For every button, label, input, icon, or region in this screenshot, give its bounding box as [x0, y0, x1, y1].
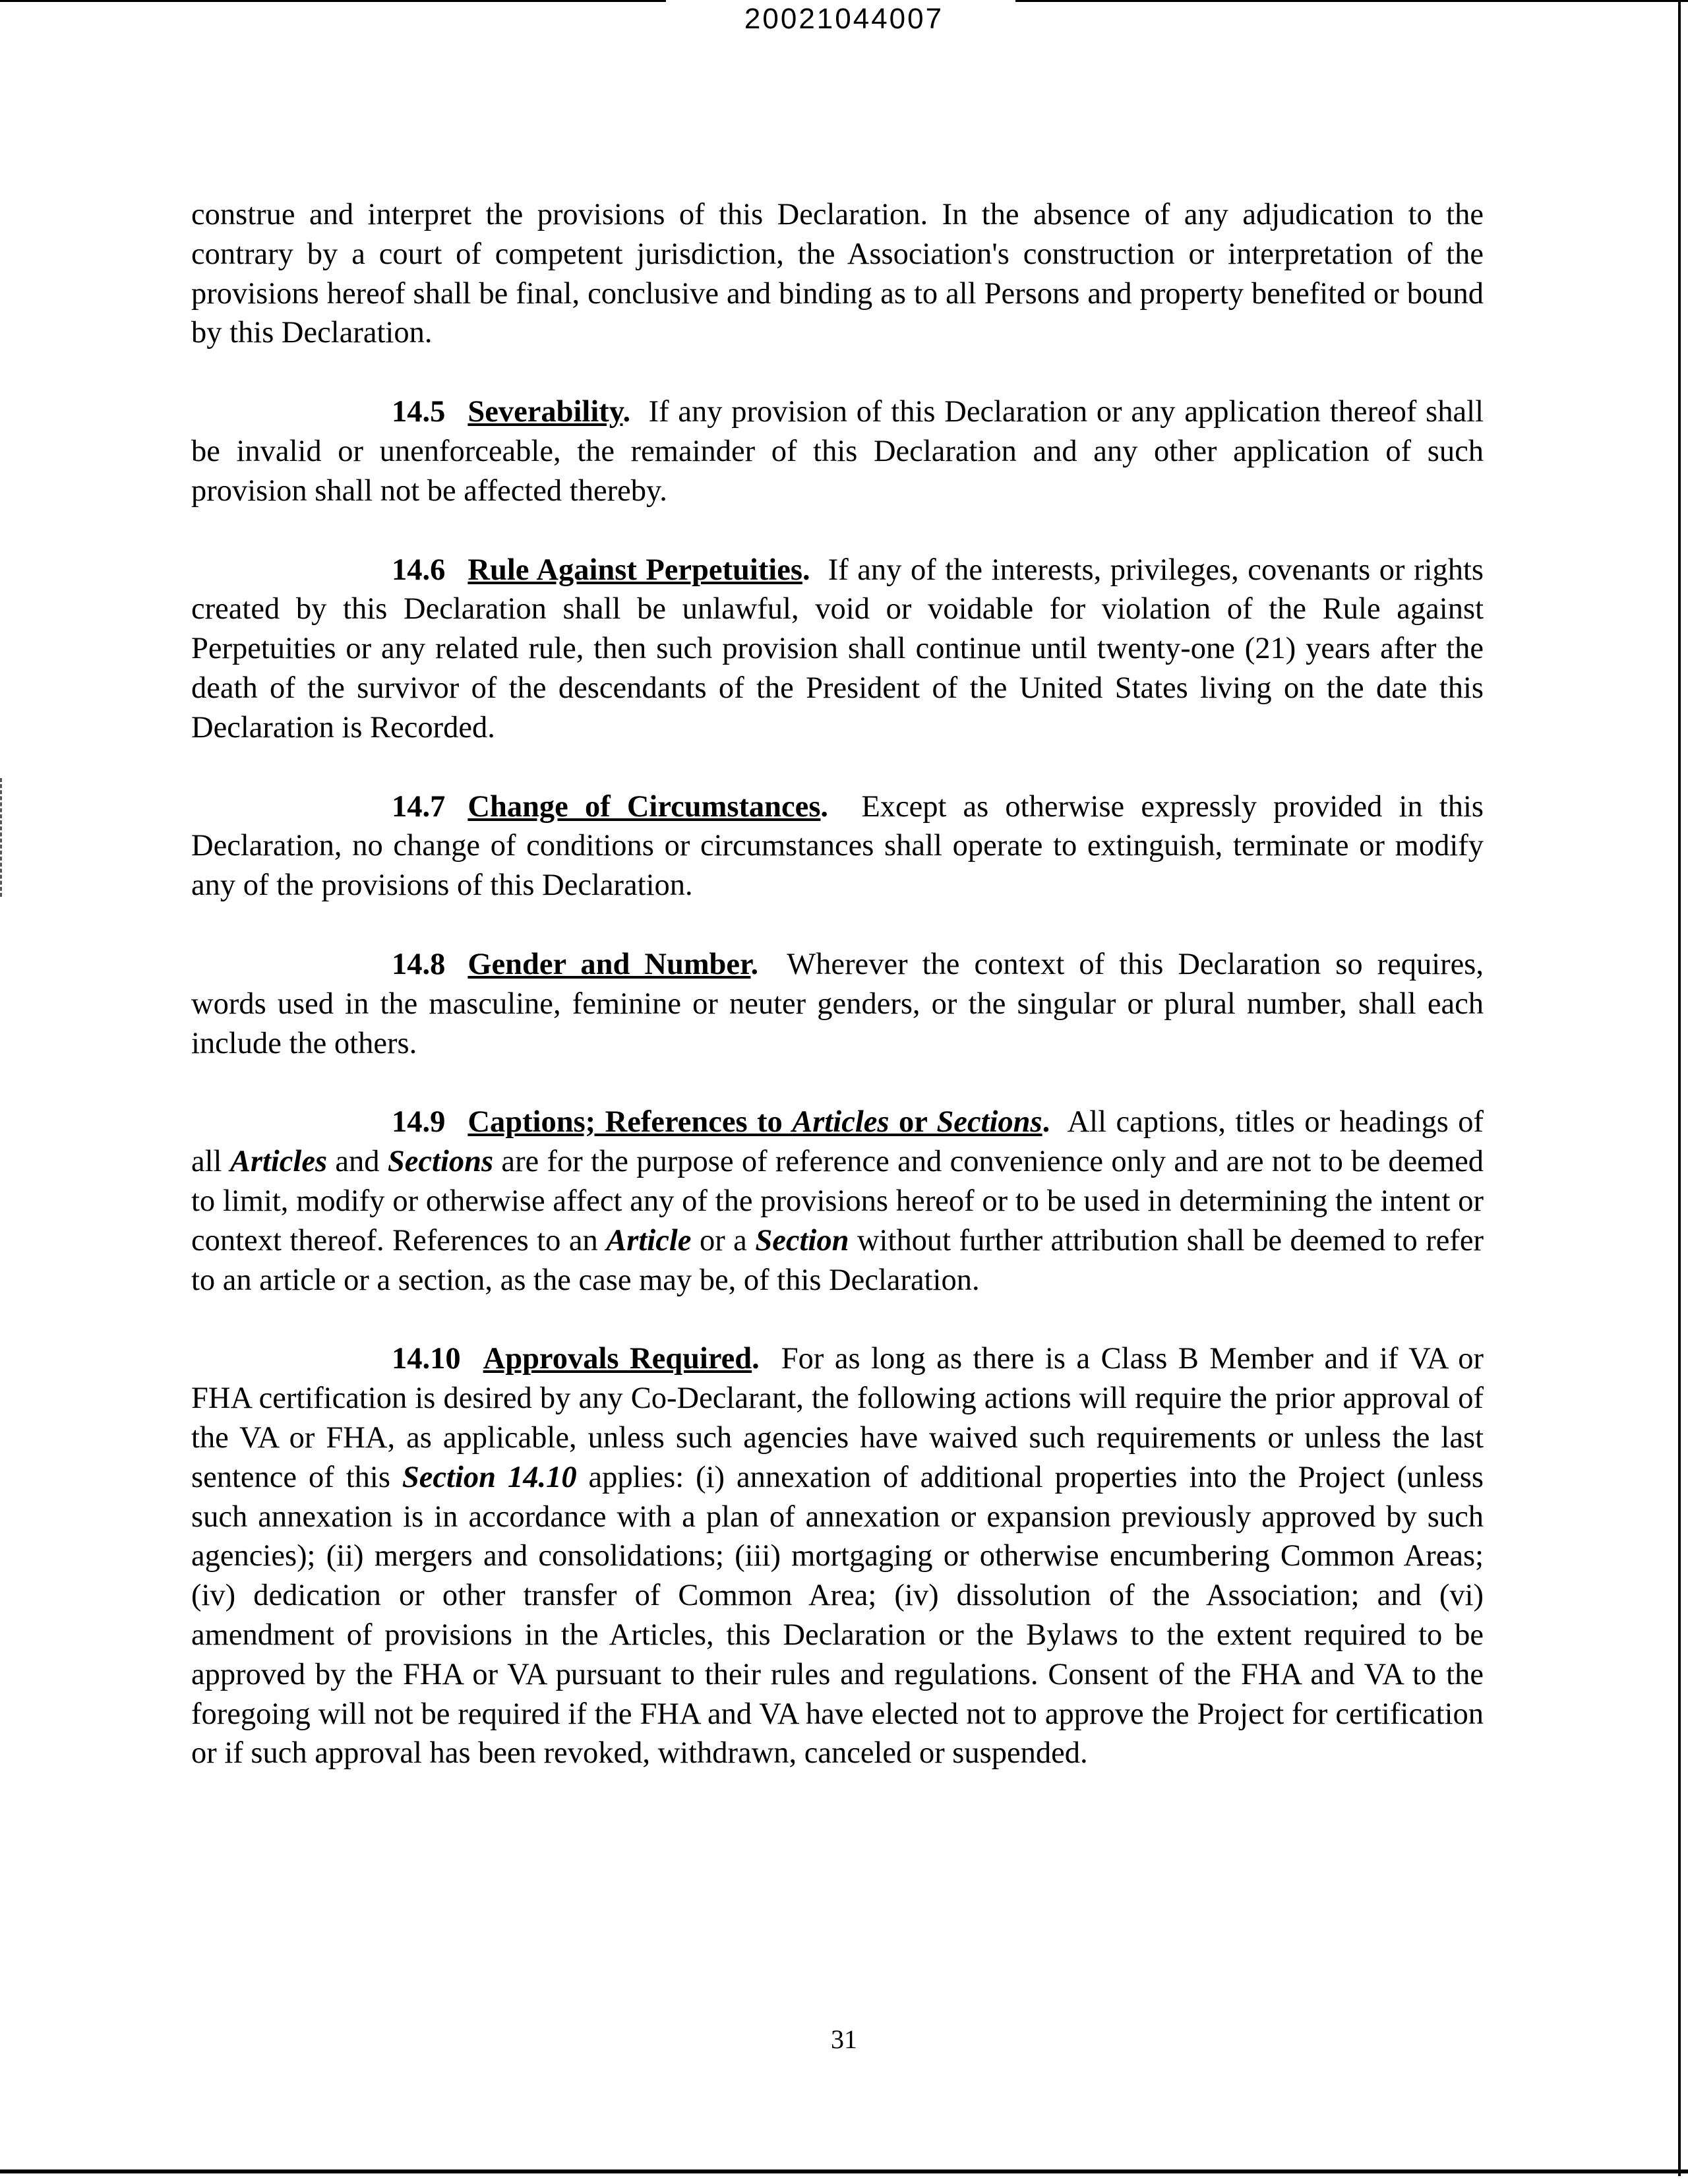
- section-14-7: 14.7 Change of Circumstances. Except as otherwise expressly provided in this Declaration, no change of conditions or circumstances shall operate to extinguish, terminate or modify any of the provisions of this Declaration.: [191, 789, 1484, 903]
- section-number: 14.5: [392, 395, 446, 429]
- document-body: [191, 195, 1484, 1813]
- title-sections: Sections: [936, 1105, 1042, 1139]
- term-section: Section: [755, 1223, 849, 1258]
- section-text: All captions, titles or headings of all: [191, 1105, 1484, 1179]
- section-14-9: 14.9 Captions; References to Articles or Sections. All captions, titles or headings of all Articles and Sections are for the purpose of reference and convenience only and are not to be deemed to limit, modify or otherwise affect any of the provisions hereof or to be used in determining the intent or context thereof. References to an Article or a Section without further attribution shall be deemed to refer to an article or a section, as the case may be, of this Declaration.: [191, 1105, 1484, 1297]
- section-title: Gender and Number: [467, 947, 751, 981]
- section-text: Except as otherwise expressly provided in this Declaration, no change of conditions or circumstances shall operate to extinguish, terminate or modify any of the provisions of this Declaration.: [191, 789, 1484, 903]
- section-title: Rule Against Perpetuities: [467, 553, 802, 587]
- section-text: applies: (i) annexation of additional properties into the Project (unless such annexation is in accordance with a plan of annexation or expansion previously approved by such agencies); (ii) mergers and consolidations; (iii) mortgaging or otherwise encumbering Common Areas; (iv) dedication or other transfer of Common Area; (iv) dissolution of the Association; and (vi) amendment of provisions in the Articles, this Declaration or the Bylaws to the extent required to be approved by the FHA or VA pursuant to their rules and regulations. Consent of the FHA and VA to the foregoing will not be required if the FHA and VA have elected not to approve the Project for certification or if such approval has been revoked, withdrawn, canceled or suspended.: [191, 1460, 1484, 1771]
- section-title: Approvals Required: [483, 1342, 752, 1376]
- section-14-6: 14.6 Rule Against Perpetuities. If any of the interests, privileges, covenants or rights created by this Declaration shall be unlawful, void or voidable for violation of the Rule against Perpetuities or any related rule, then such provision shall continue until twenty-one (21) years after the death of the survivor of the descendants of the President of the United States living on the date this Declaration is Recorded.: [191, 553, 1484, 744]
- paragraph-continuation: [191, 195, 1484, 353]
- page-number: 31: [831, 2024, 857, 2054]
- section-number: 14.8: [392, 947, 446, 981]
- section-text: If any provision of this Declaration or any application thereof shall be invalid or unenforceable, the remainder of this Declaration and any other application of such provision shall not be affected thereby.: [191, 395, 1484, 508]
- section-number: 14.9: [392, 1105, 446, 1139]
- section-text: For as long as there is a Class B Member and if VA or FHA certification is desired by any Co-Declarant, the following actions will require the prior approval of the VA or FHA, as applicable, unless such agencies have waived such requirements or unless the last sentence of this: [191, 1342, 1484, 1494]
- section-14-8: 14.8 Gender and Number. Wherever the context of this Declaration so requires, words used in the masculine, feminine or neuter genders, or the singular or plural number, shall each include the others.: [191, 947, 1484, 1060]
- section-reference: Section 14.10: [402, 1460, 577, 1494]
- section-title: Change of Circumstances: [467, 789, 821, 824]
- section-text: and: [327, 1145, 388, 1179]
- section-number: 14.6: [392, 553, 446, 587]
- term-sections: Sections: [387, 1145, 494, 1179]
- section-text: or a: [691, 1223, 756, 1258]
- right-page-border: [1678, 0, 1681, 2176]
- bottom-page-border: [0, 2169, 1688, 2173]
- paragraph-text: construe and interpret the provisions of this Declaration. In the absence of any adjudication to the contrary by a court of competent jurisdiction, the Association's construction or interpretation of the provisions hereof shall be final, conclusive and binding as to all Persons and property benefited or bound by this Declaration.: [191, 198, 1484, 350]
- section-number: 14.10: [392, 1342, 461, 1376]
- term-article: Article: [606, 1223, 692, 1258]
- section-text: without further attribution shall be deemed to refer to an article or a section, as the case may be, of this Declaration.: [191, 1223, 1484, 1297]
- document-number: 20021044007: [744, 3, 944, 35]
- section-text: Wherever the context of this Declaration so requires, words used in the masculine, feminine or neuter genders, or the singular or plural number, shall each include the others.: [191, 947, 1484, 1060]
- title-or: or: [889, 1105, 937, 1139]
- section-title: [467, 1105, 1042, 1139]
- section-title: Severability: [467, 395, 623, 429]
- section-14-5: 14.5 Severability. If any provision of this Declaration or any application thereof shall be invalid or unenforceable, the remainder of this Declaration and any other application of such provision shall not be affected thereby.: [191, 395, 1484, 508]
- term-articles: Articles: [229, 1145, 328, 1179]
- section-text: are for the purpose of reference and convenience only and are not to be deemed to limit, modify or otherwise affect any of the provisions hereof or to be used in determining the intent or context thereof. References to an: [191, 1145, 1484, 1258]
- section-text: If any of the interests, privileges, covenants or rights created by this Declaration shall be unlawful, void or voidable for violation of the Rule against Perpetuities or any related rule, then such provision shall continue until twenty-one (21) years after the death of the survivor of the descendants of the President of the United States living on the date this Declaration is Recorded.: [191, 553, 1484, 744]
- title-articles: Articles: [792, 1105, 889, 1139]
- left-scan-mark: [0, 778, 2, 897]
- title-part: Captions; References to: [467, 1105, 793, 1139]
- section-number: 14.7: [392, 789, 446, 824]
- section-14-10: 14.10 Approvals Required. For as long as there is a Class B Member and if VA or FHA certification is desired by any Co-Declarant, the following actions will require the prior approval of the VA or FHA, as applicable, unless such agencies have waived such requirements or unless the last sentence of this Section 14.10 applies: (i) annexation of additional properties into the Project (unless such annexation is in accordance with a plan of annexation or expansion previously approved by such agencies); (ii) mergers and consolidations; (iii) mortgaging or otherwise encumbering Common Areas; (iv) dedication or other transfer of Common Area; (iv) dissolution of the Association; and (vi) amendment of provisions in the Articles, this Declaration or the Bylaws to the extent required to be approved by the FHA or VA pursuant to their rules and regulations. Consent of the FHA and VA to the foregoing will not be required if the FHA and VA have elected not to approve the Project for certification or if such approval has been revoked, withdrawn, canceled or suspended.: [191, 1342, 1484, 1771]
